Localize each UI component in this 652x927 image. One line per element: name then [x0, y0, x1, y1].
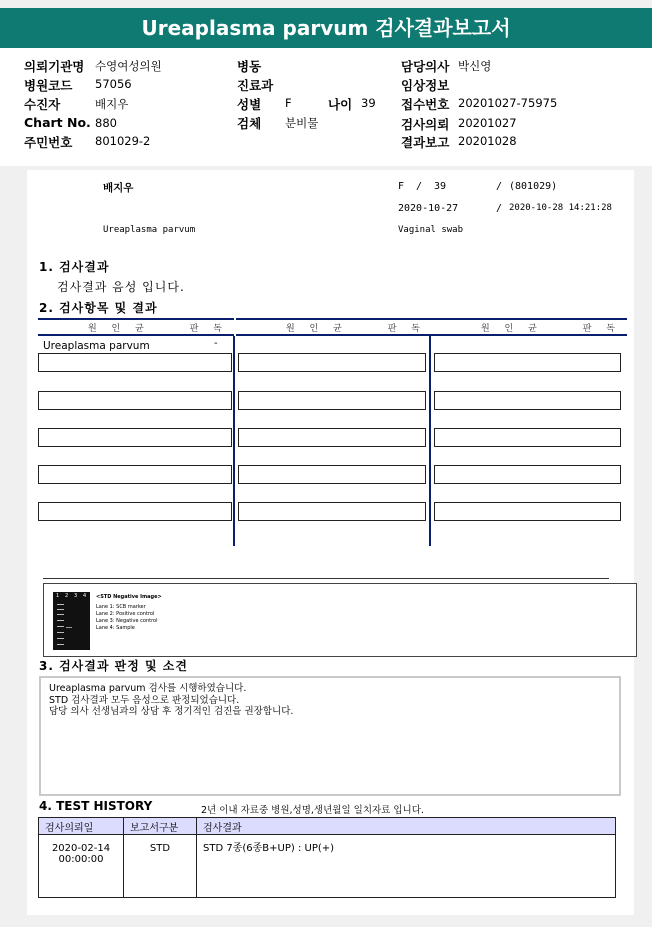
- gel-legend-title: <STD Negative Image>: [96, 594, 162, 600]
- institution-value: 수영여성의원: [95, 59, 162, 73]
- specimen-value: 분비물: [285, 116, 319, 130]
- result-grid: [38, 318, 626, 546]
- result-header: 판 독: [387, 324, 426, 334]
- institution-label: 의뢰기관명: [24, 59, 85, 74]
- chart-label: Chart No.: [24, 115, 91, 130]
- result-box: [38, 465, 232, 484]
- summary-slash-1: /: [416, 181, 423, 192]
- gel-legend: [96, 594, 162, 632]
- dept-label: 진료과: [237, 78, 274, 93]
- history-type: STD: [124, 835, 197, 898]
- history-header-result: 검사결과: [197, 818, 616, 835]
- request-label: 검사의뢰: [401, 117, 450, 132]
- result-box: [434, 502, 621, 521]
- result-box: [238, 391, 426, 410]
- summary-specimen: Vaginal swab: [398, 225, 464, 235]
- gel-legend-item: Lane 2: Positive control: [96, 611, 155, 617]
- summary-birth: (801029): [509, 181, 558, 192]
- section-2-title: 2. 검사항목 및 결과: [39, 301, 158, 315]
- resident-label: 주민번호: [24, 135, 73, 150]
- summary-collected: 2020-10-27: [398, 203, 459, 214]
- history-header-date: 검사의뢰일: [39, 818, 124, 835]
- summary-sex: F: [398, 181, 405, 192]
- history-result: STD 7종(6종B+UP) : UP(+): [197, 835, 616, 898]
- result-box: [38, 391, 232, 410]
- pathogen-header: 원 인 균: [481, 324, 543, 334]
- specimen-label: 검체: [237, 116, 262, 131]
- hospital-code-value: 57056: [95, 77, 132, 91]
- clinical-label: 임상정보: [401, 78, 450, 93]
- sex-label: 성별: [237, 97, 262, 112]
- result-box: [434, 391, 621, 410]
- result-statement: 검사결과 음성 입니다.: [57, 280, 185, 294]
- result-column-2: [236, 318, 432, 546]
- pathogen-header: 원 인 균: [88, 324, 150, 334]
- gel-legend-item: Lane 1: SCB marker: [96, 604, 146, 610]
- result-column-3: [431, 318, 627, 546]
- hospital-code-label: 병원코드: [24, 78, 73, 93]
- receipt-label: 접수번호: [401, 97, 450, 112]
- lane-number: 4: [83, 593, 87, 599]
- divider-line: [43, 578, 609, 579]
- result-box: [38, 502, 232, 521]
- gel-legend-item: Lane 4: Sample: [96, 625, 135, 631]
- section-4-title: 4. TEST HISTORY: [39, 799, 153, 813]
- receipt-value: 20201027-75975: [458, 96, 558, 110]
- opinion-line: Ureaplasma parvum 검사를 시행하였습니다.: [49, 683, 247, 694]
- chart-value: 880: [95, 116, 117, 130]
- result-box: [434, 353, 621, 372]
- opinion-line: 담당 의사 선생님과의 상담 후 정기적인 검진을 권장합니다.: [49, 706, 294, 717]
- gel-legend-item: Lane 3: Negative control: [96, 618, 158, 624]
- summary-age: 39: [434, 181, 447, 192]
- result-box: [238, 353, 426, 372]
- ward-label: 병동: [237, 59, 262, 74]
- opinion-box: [39, 676, 621, 796]
- result-box: [238, 502, 426, 521]
- section-1-title: 1. 검사결과: [39, 260, 110, 274]
- history-header-type: 보고서구분: [124, 818, 197, 835]
- table-row: [39, 835, 616, 898]
- summary-test: Ureaplasma parvum: [103, 225, 196, 235]
- result-box: [38, 428, 232, 447]
- summary-slash-3: /: [496, 203, 503, 214]
- column-header: [431, 318, 627, 336]
- patient-info-panel: [0, 48, 652, 166]
- section-3-title: 3. 검사결과 판정 및 소견: [39, 659, 188, 673]
- gel-image: [53, 592, 90, 650]
- column-header: [236, 318, 432, 336]
- report-value: 20201028: [458, 134, 517, 148]
- history-date: 2020-02-14: [51, 843, 111, 854]
- age-value: 39: [361, 96, 376, 110]
- result-box: [434, 428, 621, 447]
- patient-label: 수진자: [24, 97, 61, 112]
- column-header: [38, 318, 234, 336]
- item-result: -: [214, 338, 218, 349]
- pathogen-header: 원 인 균: [286, 324, 348, 334]
- doctor-label: 담당의사: [401, 59, 450, 74]
- gel-image-panel: [43, 583, 637, 657]
- request-value: 20201027: [458, 116, 517, 130]
- doctor-value: 박신영: [458, 59, 492, 73]
- lane-number: 3: [74, 593, 78, 599]
- report-label: 결과보고: [401, 135, 450, 150]
- history-table: [38, 817, 616, 898]
- result-header: 판 독: [189, 324, 228, 334]
- age-label: 나이: [328, 97, 353, 112]
- result-box: [38, 353, 232, 372]
- report-title: Ureaplasma parvum 검사결과보고서: [0, 8, 652, 48]
- patient-value: 배지우: [95, 97, 129, 111]
- column-divider: [233, 336, 235, 546]
- history-date-cell: [39, 835, 124, 898]
- lane-number: 1: [56, 593, 60, 599]
- result-box: [238, 465, 426, 484]
- result-box: [434, 465, 621, 484]
- history-note: 2년 이내 자료중 병원,성명,생년월일 일치자료 입니다.: [201, 805, 424, 816]
- result-header: 판 독: [582, 324, 621, 334]
- summary-reported: 2020-10-28 14:21:28: [509, 203, 612, 213]
- history-header-row: [39, 818, 616, 835]
- opinion-line: STD 검사결과 모두 음성으로 판정되었습니다.: [49, 694, 240, 706]
- result-column-1: [38, 318, 234, 546]
- result-box: [238, 428, 426, 447]
- history-time: 00:00:00: [58, 854, 104, 865]
- resident-value: 801029-2: [95, 134, 151, 148]
- sex-value: F: [285, 96, 292, 110]
- summary-slash-2: /: [496, 181, 503, 192]
- lane-number: 2: [65, 593, 69, 599]
- item-name: Ureaplasma parvum: [43, 340, 150, 352]
- summary-name: 배지우: [103, 182, 134, 194]
